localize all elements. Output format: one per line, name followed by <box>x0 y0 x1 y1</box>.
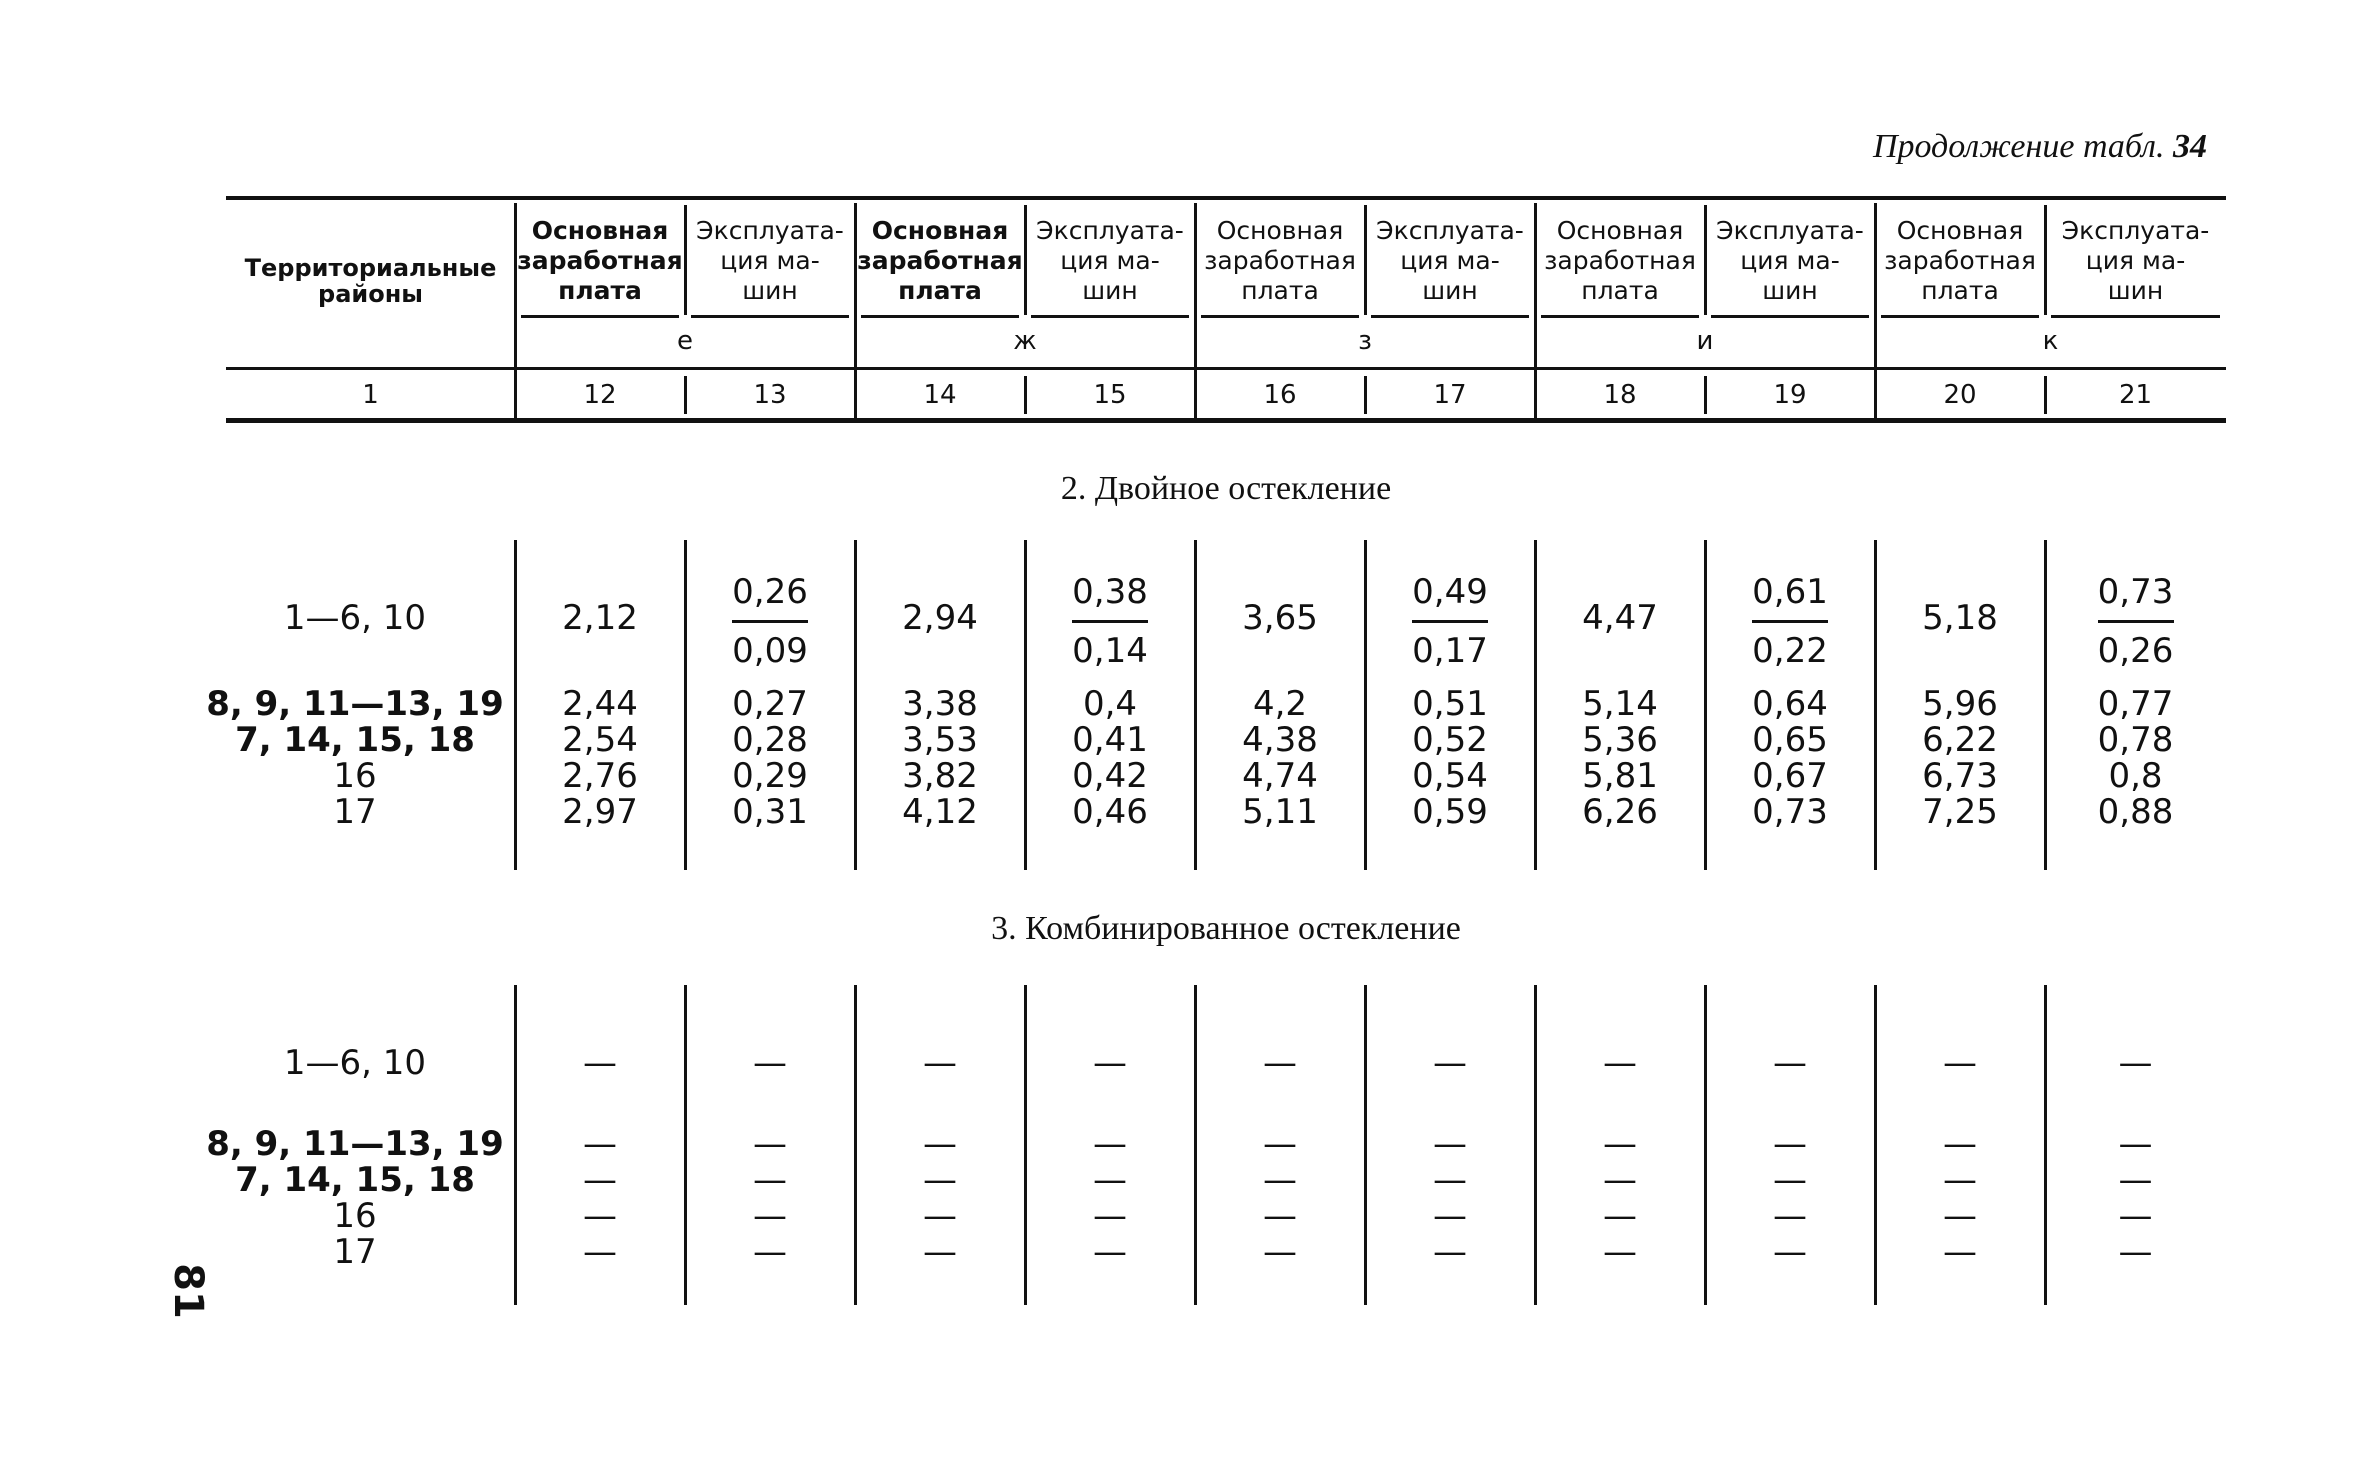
header-bottom-rule <box>226 418 2226 423</box>
table-cell: 5,81 <box>1582 756 1658 796</box>
fraction-cell <box>1025 572 1195 671</box>
table-cell: — <box>1263 1196 1297 1236</box>
table-cell: — <box>1433 1124 1467 1164</box>
table-cell: — <box>1603 1196 1637 1236</box>
col-number-21: 21 <box>2118 380 2153 410</box>
group-letter-underline <box>1881 367 2220 370</box>
col-number-15: 15 <box>1093 380 1127 410</box>
header-col-line: Основная <box>871 216 1009 245</box>
header-col-line: заработная <box>517 246 683 275</box>
fraction-denominator: 0,17 <box>1412 631 1488 671</box>
fraction-numerator: 0,49 <box>1412 572 1488 623</box>
table-cell: — <box>1093 1232 1127 1272</box>
table-cell: 6,26 <box>1582 792 1658 832</box>
table-cell: — <box>923 1160 957 1200</box>
table-cell: — <box>583 1043 617 1083</box>
table-cell: 0,8 <box>2108 756 2163 796</box>
table-cell: — <box>753 1043 787 1083</box>
table-cell: — <box>1433 1160 1467 1200</box>
row-label: 17 <box>333 1232 377 1272</box>
table-cell: 2,76 <box>562 756 638 796</box>
row-label: 7, 14, 15, 18 <box>235 1160 475 1200</box>
header-col-underline <box>1031 315 1189 318</box>
row-label: 8, 9, 11—13, 19 <box>206 684 504 724</box>
table-cell: — <box>923 1232 957 1272</box>
header-col-line: Основная <box>1216 216 1344 245</box>
table-cell: 0,78 <box>2097 720 2174 760</box>
table-cell: 0,42 <box>1072 756 1148 796</box>
colnum-divider <box>1194 376 1197 414</box>
table-cell: — <box>1433 1196 1467 1236</box>
header-divider <box>1024 205 1027 315</box>
table-cell: — <box>583 1232 617 1272</box>
table-caption <box>1873 128 2207 166</box>
colnum-divider <box>854 376 857 414</box>
col-number-20: 20 <box>1943 380 1977 410</box>
table-cell: — <box>1433 1043 1467 1083</box>
header-col-line: Основная <box>1896 216 2024 245</box>
table-cell: 3,53 <box>902 720 978 760</box>
header-divider <box>1364 205 1367 315</box>
header-col-underline <box>691 315 849 318</box>
table-cell: 2,12 <box>562 598 638 638</box>
table-cell: — <box>583 1160 617 1200</box>
colnum-divider <box>1534 376 1537 414</box>
table-cell: — <box>2118 1043 2153 1083</box>
header-col-line: плата <box>558 276 642 305</box>
section-title-combined: 3. Комбинированное остекление <box>991 910 1461 947</box>
table-cell: 4,2 <box>1252 684 1308 724</box>
section-title-double: 2. Двойное остекление <box>1060 470 1392 507</box>
table-cell: 0,29 <box>732 756 808 796</box>
table-cell: 4,38 <box>1242 720 1318 760</box>
header-col-7 <box>1535 216 1705 306</box>
header-col-underline <box>1711 315 1869 318</box>
table-cell: 4,47 <box>1582 598 1658 638</box>
group-letter-и: и <box>1696 326 1714 356</box>
header-col-underline <box>1881 315 2039 318</box>
table-cell: 3,65 <box>1242 598 1318 638</box>
col-number-19: 19 <box>1773 380 1807 410</box>
page-number: 81 <box>164 1263 211 1319</box>
table-cell: — <box>1263 1160 1297 1200</box>
table-cell: 5,96 <box>1922 684 1998 724</box>
fraction-denominator: 0,14 <box>1072 631 1148 671</box>
table-cell: 0,54 <box>1412 756 1488 796</box>
table-cell: — <box>2118 1196 2153 1236</box>
header-col-10 <box>2045 216 2226 306</box>
table-cell: 0,52 <box>1412 720 1488 760</box>
table-cell: 5,18 <box>1922 598 1998 638</box>
header-col-3 <box>855 216 1025 306</box>
table-cell: 4,12 <box>902 792 978 832</box>
table-cell: — <box>1093 1196 1127 1236</box>
table-cell: 0,46 <box>1072 792 1148 832</box>
fraction-cell <box>1705 572 1875 671</box>
header-col-line: плата <box>1921 276 1999 305</box>
fraction-numerator: 0,61 <box>1752 572 1828 623</box>
header-row-label-line: районы <box>318 280 423 308</box>
header-col-line: Эксплуата- <box>1716 216 1864 245</box>
table-cell: 6,73 <box>1922 756 1998 796</box>
header-col-line: заработная <box>1204 246 1356 275</box>
table-cell: — <box>1093 1043 1127 1083</box>
table-cell: 2,54 <box>562 720 638 760</box>
table-cell: — <box>1093 1124 1127 1164</box>
table-cell: 0,67 <box>1752 756 1828 796</box>
table-cell: 7,25 <box>1922 792 1998 832</box>
header-divider <box>2044 205 2047 315</box>
header-col-line: Основная <box>1556 216 1684 245</box>
header-col-line: Эксплуата- <box>1036 216 1184 245</box>
row-label: 16 <box>333 1196 377 1236</box>
header-col-5 <box>1195 216 1365 306</box>
header-row-label-line: Территориальные <box>244 254 497 282</box>
fraction-denominator: 0,22 <box>1752 631 1828 671</box>
table-cell: 0,64 <box>1752 684 1828 724</box>
header-col-line: Эксплуата- <box>2061 216 2210 245</box>
group-letter-underline <box>1201 367 1529 370</box>
header-col-underline <box>861 315 1019 318</box>
table-cell: 0,4 <box>1082 684 1138 724</box>
col-number-14: 14 <box>923 380 957 410</box>
fraction-denominator: 0,09 <box>732 631 808 671</box>
colnum-divider <box>1704 376 1707 414</box>
col-number-17: 17 <box>1433 380 1467 410</box>
table-cell: — <box>1093 1160 1127 1200</box>
table-cell: 0,41 <box>1072 720 1148 760</box>
table-cell: — <box>753 1160 787 1200</box>
table-cell: — <box>1773 1043 1807 1083</box>
header-col-underline <box>1371 315 1529 318</box>
table-cell: 0,28 <box>732 720 808 760</box>
group-letter-к: к <box>2042 326 2059 356</box>
row-label: 16 <box>333 756 377 796</box>
header-col-line: Эксплуата- <box>696 216 844 245</box>
table-cell: 0,73 <box>1752 792 1828 832</box>
header-col-line: Эксплуата- <box>1376 216 1524 245</box>
table-cell: — <box>1943 1124 1977 1164</box>
header-col-line: ция ма- <box>1400 246 1500 275</box>
header-col-line: шин <box>2107 276 2164 305</box>
table-cell: — <box>2118 1124 2153 1164</box>
header-col-underline <box>1541 315 1699 318</box>
table-cell: — <box>1773 1196 1807 1236</box>
header-col-2 <box>685 216 855 306</box>
fraction-cell <box>2045 572 2226 671</box>
header-col-line: плата <box>1581 276 1659 305</box>
colnum-divider <box>514 376 517 414</box>
table-cell: — <box>583 1196 617 1236</box>
table-cell: — <box>1773 1124 1807 1164</box>
table-cell: — <box>923 1196 957 1236</box>
fraction-numerator: 0,26 <box>732 572 808 623</box>
header-col-4 <box>1025 216 1195 306</box>
col-number-1: 1 <box>362 380 379 410</box>
header-col-line: плата <box>898 276 982 305</box>
table-cell: 5,36 <box>1582 720 1658 760</box>
col-number-12: 12 <box>583 380 617 410</box>
table-cell: 3,38 <box>902 684 978 724</box>
row-label: 17 <box>333 792 377 832</box>
table-cell: — <box>1773 1160 1807 1200</box>
header-col-8 <box>1705 216 1875 306</box>
group-letter-underline <box>861 367 1189 370</box>
table-cell: — <box>1433 1232 1467 1272</box>
table-cell: 2,97 <box>562 792 638 832</box>
colnum-divider <box>1024 376 1027 414</box>
row-label: 8, 9, 11—13, 19 <box>206 1124 504 1164</box>
table-cell: — <box>923 1124 957 1164</box>
header-col-line: ция ма- <box>720 246 820 275</box>
header-col-underline <box>1201 315 1359 318</box>
table-cell: — <box>1943 1160 1977 1200</box>
header-col-line: заработная <box>1544 246 1696 275</box>
fraction-cell <box>685 572 855 671</box>
group-letter-underline <box>521 367 849 370</box>
group-letter-е: е <box>677 326 693 356</box>
table-cell: 2,94 <box>902 598 978 638</box>
header-col-line: заработная <box>857 246 1023 275</box>
header-col-line: шин <box>742 276 798 305</box>
group-letter-underline <box>1541 367 1869 370</box>
fraction-numerator: 0,38 <box>1072 572 1148 623</box>
fraction-cell <box>1365 572 1535 671</box>
header-col-line: ция ма- <box>1060 246 1160 275</box>
table-cell: — <box>1773 1232 1807 1272</box>
table-cell: 0,27 <box>732 684 808 724</box>
table-cell: — <box>2118 1232 2153 1272</box>
group-letter-ж: ж <box>1013 326 1037 356</box>
table-cell: 0,51 <box>1412 684 1488 724</box>
table-cell: — <box>753 1124 787 1164</box>
table-cell: — <box>1603 1043 1637 1083</box>
caption-number: 34 <box>2173 128 2207 165</box>
colnum-divider <box>684 376 687 414</box>
colnum-divider <box>2044 376 2047 414</box>
table-cell: 6,22 <box>1922 720 1998 760</box>
header-col-9 <box>1875 216 2045 306</box>
table-cell: 5,14 <box>1582 684 1658 724</box>
table-cell: — <box>1263 1124 1297 1164</box>
header-row-label <box>226 255 515 307</box>
table-cell: — <box>753 1232 787 1272</box>
table-cell: — <box>1603 1160 1637 1200</box>
table-cell: — <box>923 1043 957 1083</box>
table-cell: — <box>2118 1160 2153 1200</box>
table-cell: — <box>1943 1043 1977 1083</box>
colnum-divider <box>1874 376 1877 414</box>
table-cell: 4,74 <box>1242 756 1318 796</box>
header-col-line: заработная <box>1884 246 2036 275</box>
header-col-line: шин <box>1422 276 1478 305</box>
col-number-16: 16 <box>1263 380 1297 410</box>
table-cell: — <box>1263 1043 1297 1083</box>
header-col-line: ция ма- <box>2085 246 2186 275</box>
table-cell: — <box>1263 1232 1297 1272</box>
header-col-underline <box>2051 315 2220 318</box>
table-cell: — <box>1943 1232 1977 1272</box>
top-rule <box>226 196 2226 200</box>
row-label: 1—6, 10 <box>283 598 427 638</box>
table-cell: — <box>1603 1232 1637 1272</box>
table-cell: — <box>753 1196 787 1236</box>
table-cell: 0,65 <box>1752 720 1828 760</box>
row-label: 7, 14, 15, 18 <box>235 720 475 760</box>
header-col-line: ция ма- <box>1740 246 1840 275</box>
table-cell: 0,88 <box>2097 792 2174 832</box>
col-number-18: 18 <box>1603 380 1637 410</box>
col-number-13: 13 <box>753 380 787 410</box>
header-col-line: шин <box>1762 276 1818 305</box>
table-cell: — <box>583 1124 617 1164</box>
header-col-6 <box>1365 216 1535 306</box>
header-col-underline <box>521 315 679 318</box>
table-cell: 3,82 <box>902 756 978 796</box>
colnum-divider <box>1364 376 1367 414</box>
header-col-line: плата <box>1241 276 1319 305</box>
table-cell: 2,44 <box>562 684 638 724</box>
table-cell: 0,77 <box>2097 684 2174 724</box>
header-divider <box>1704 205 1707 315</box>
row-label: 1—6, 10 <box>283 1043 427 1083</box>
header-col-line: Основная <box>531 216 669 245</box>
table-cell: — <box>1603 1124 1637 1164</box>
fraction-denominator: 0,26 <box>2097 631 2174 671</box>
table-cell: — <box>1943 1196 1977 1236</box>
table-cell: 5,11 <box>1242 792 1318 832</box>
header-divider <box>684 205 687 315</box>
table-cell: 0,31 <box>732 792 808 832</box>
header-col-1 <box>515 216 685 306</box>
header-col-line: шин <box>1082 276 1138 305</box>
caption-prefix: Продолжение табл. <box>1872 128 2165 165</box>
table-cell: 0,59 <box>1412 792 1488 832</box>
fraction-numerator: 0,73 <box>2098 572 2174 623</box>
group-letter-з: з <box>1358 326 1372 356</box>
